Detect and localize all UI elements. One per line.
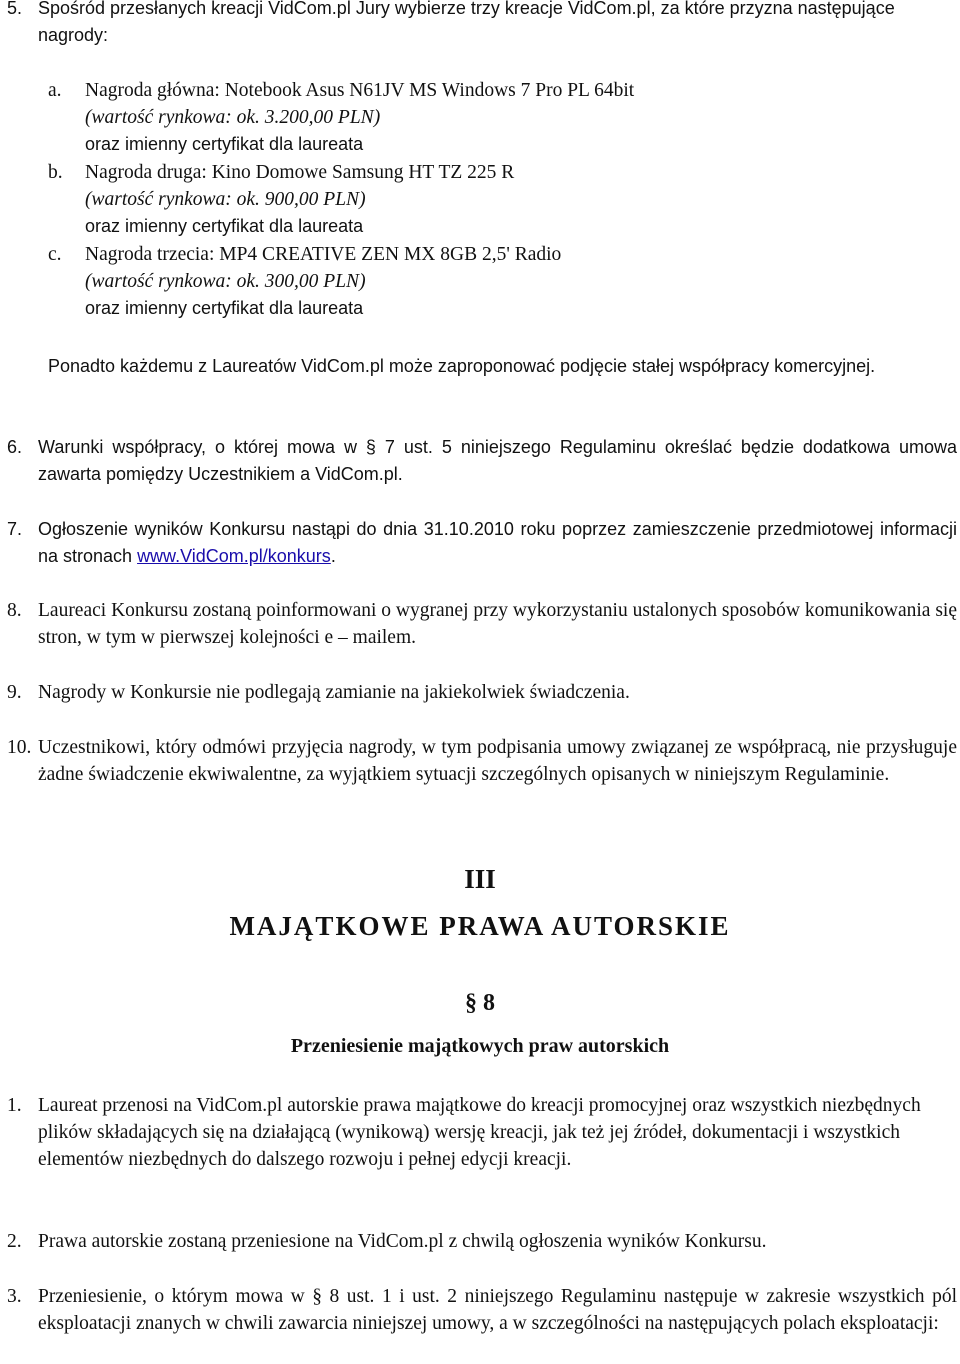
section-roman-numeral: III (464, 864, 496, 894)
paragraph-title: Przeniesienie majątkowych praw autorskich (290, 1035, 670, 1057)
item-text: Przeniesienie, o którym mowa w § 8 ust. 1 i ust. 2 niniejszego Regulaminu następuje w zakresie wszystkich pól eksploatacji znanych w chwili zawarcia niniejszej umowy, a w szczególności na następujących polach eksploatacji: (38, 1286, 957, 1334)
cooperation-note: Ponadto każdemu z Laureatów VidCom.pl może zaproponować podjęcie stałej współpracy komercyjnej. (48, 356, 876, 376)
prize-letter: a. (48, 80, 62, 101)
prize-title: Nagroda trzecia: MP4 CREATIVE ZEN MX 8GB 2,5' Radio (85, 244, 562, 265)
item-number: 2. (7, 1231, 22, 1252)
item-text (38, 516, 957, 570)
item-text-main: Ogłoszenie wyników Konkursu nastąpi do dnia 31.10.2010 roku poprzez zamieszczenie przedmiotowej informacji na stronach (38, 519, 957, 566)
item-text: Warunki współpracy, o której mowa w § 7 ust. 5 niniejszego Regulaminu określać będzie dodatkowa umowa zawarta pomiędzy Uczestnikiem a VidCom.pl. (38, 437, 957, 484)
prize-certificate: oraz imienny certyfikat dla laureata (85, 134, 364, 154)
item-text: Nagrody w Konkursie nie podlegają zamianie na jakiekolwiek świadczenia. (38, 682, 630, 703)
item-text: Prawa autorskie zostaną przeniesione na VidCom.pl z chwilą ogłoszenia wyników Konkursu. (38, 1231, 767, 1252)
prize-value: (wartość rynkowa: ok. 300,00 PLN) (85, 271, 366, 292)
item-number: 6. (7, 437, 23, 457)
item-number: 10. (7, 737, 32, 758)
prize-value: (wartość rynkowa: ok. 3.200,00 PLN) (85, 107, 381, 128)
item-6 (7, 434, 957, 488)
item-number: 1. (7, 1095, 22, 1116)
item-text: Laureaci Konkursu zostaną poinformowani o wygranej przy wykorzystaniu ustalonych sposobów komunikowania się stron, w tym w pierwszej kolejności e – mailem. (38, 600, 957, 648)
section-title: MAJĄTKOWE PRAWA AUTORSKIE (229, 911, 731, 941)
item-text: Spośród przesłanych kreacji VidCom.pl Jury wybierze trzy kreacje VidCom.pl, za które przyzna następujące nagrody: (38, 0, 895, 45)
s8-item-1 (7, 1092, 957, 1173)
item-text-end: . (330, 546, 336, 566)
item-text: Laureat przenosi na VidCom.pl autorskie prawa majątkowe do kreacji promocyjnej oraz wszystkich niezbędnych plików składających się na działającą (wynikową) wersję kreacji, jak też jej źródeł, dokumentacji i wszystkich elementów niezbędnych do dalszego rozwoju i pełnej edycji kreacji. (38, 1095, 921, 1170)
item-9 (7, 679, 957, 706)
item-7 (7, 516, 957, 570)
item-number: 7. (7, 519, 23, 539)
item-number: 3. (7, 1286, 22, 1307)
prize-c (48, 241, 948, 322)
prize-letter: c. (48, 244, 62, 265)
item-number: 5. (7, 0, 23, 18)
prize-certificate: oraz imienny certyfikat dla laureata (85, 298, 364, 318)
paragraph-sign: § 8 (465, 990, 495, 1016)
prize-letter: b. (48, 162, 63, 183)
prize-title: Nagroda druga: Kino Domowe Samsung HT TZ 225 R (85, 162, 515, 183)
item-text: Uczestnikowi, który odmówi przyjęcia nagrody, w tym podpisania umowy związanej ze współpracą, nie przysługuje żadne świadczenie ekwiwalentne, za wyjątkiem sytuacji szczególnych opisanych w niniejszym Regulaminie. (38, 737, 957, 785)
s8-item-2 (7, 1228, 957, 1255)
s8-item-3 (7, 1283, 957, 1337)
item-8 (7, 597, 957, 651)
prize-b (48, 159, 948, 240)
prize-certificate: oraz imienny certyfikat dla laureata (85, 216, 364, 236)
konkurs-link[interactable]: www.VidCom.pl/konkurs (137, 546, 331, 566)
item-number: 8. (7, 600, 22, 621)
item-10 (7, 734, 957, 788)
prize-title: Nagroda główna: Notebook Asus N61JV MS Windows 7 Pro PL 64bit (85, 80, 635, 101)
prize-a (48, 77, 948, 158)
prize-value: (wartość rynkowa: ok. 900,00 PLN) (85, 189, 366, 210)
item-number: 9. (7, 682, 22, 703)
item-5 (7, 0, 959, 49)
